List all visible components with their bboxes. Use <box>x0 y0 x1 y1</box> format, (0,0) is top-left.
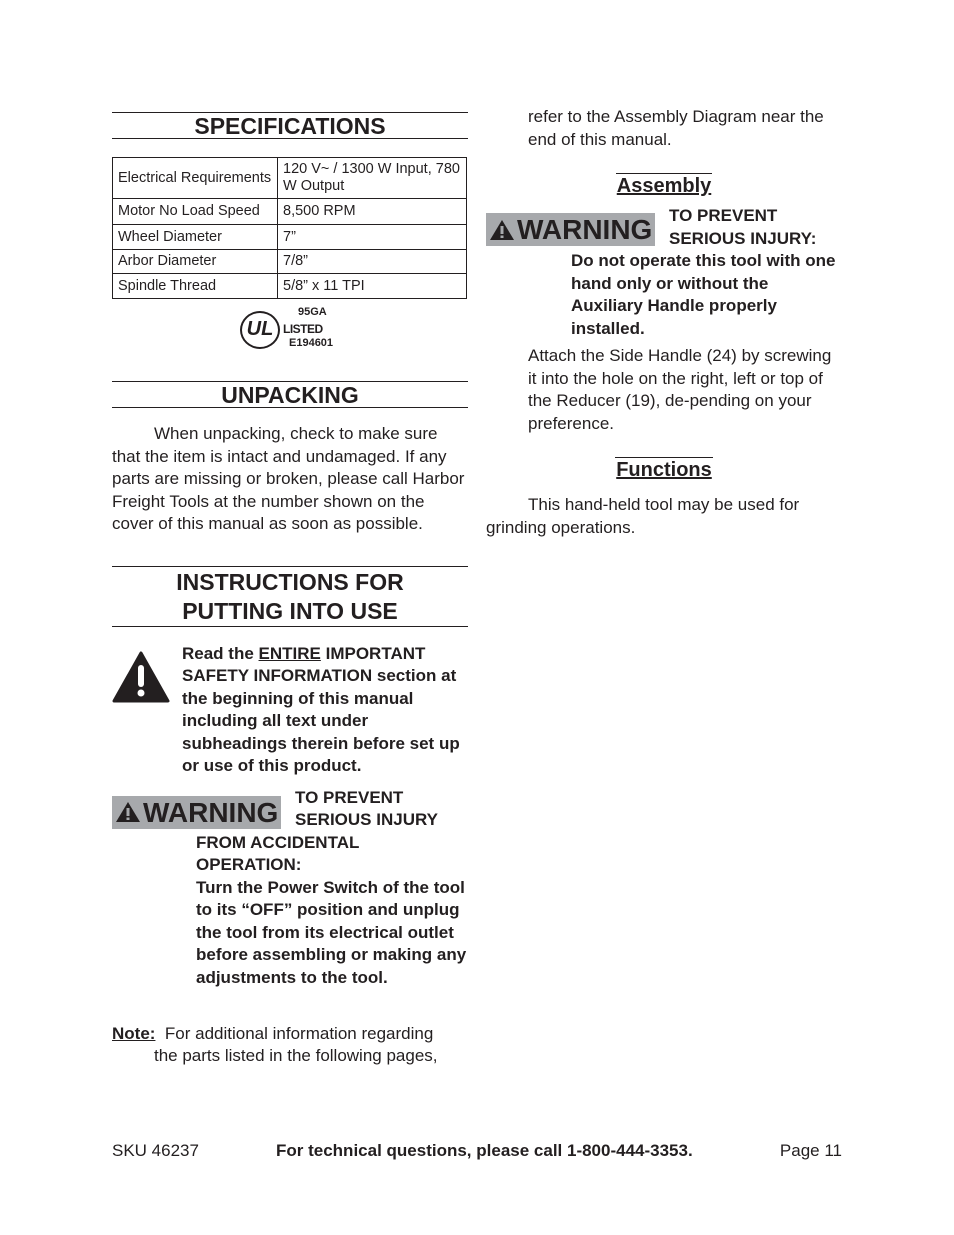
warning-rest2: OPERATION: <box>196 855 302 874</box>
specifications-table <box>112 157 467 299</box>
caution-text-post: IMPORTANT SAFETY INFORMATION section at the beginning of this manual including all text under subheadings therein before set up or use of this product. <box>182 643 460 775</box>
spec-value: 5/8” x 11 TPI <box>278 274 467 299</box>
warning-line1: TO PREVENT <box>669 206 778 225</box>
ul-logo-icon: UL <box>240 311 280 349</box>
warning-heading <box>295 787 475 832</box>
note-text: For additional information regarding <box>164 1023 434 1043</box>
table-row <box>113 250 467 274</box>
table-row <box>113 225 467 250</box>
instructions-heading-line2: PUTTING INTO USE <box>182 597 398 624</box>
spec-label: Motor No Load Speed <box>113 199 278 225</box>
accidental-operation-warning <box>112 787 468 1023</box>
unpacking-text: When unpacking, check to make sure that the item is intact and undamaged. If any parts are missing or broken, please call Harbor Freight Tools at the number shown on the cover of this manual as soon as possible. <box>112 424 465 533</box>
assembly-heading-text: Assembly <box>616 175 712 197</box>
caution-text-underlined: ENTIRE <box>258 643 321 663</box>
functions-text-line2: grinding operations. <box>486 517 636 537</box>
table-row <box>113 274 467 299</box>
warning-badge <box>112 796 281 829</box>
ul-code: 95GA <box>298 306 327 318</box>
functions-heading-text: Functions <box>616 459 712 481</box>
assembly-heading <box>486 173 842 198</box>
warning-badge-text: WARNING <box>517 214 653 245</box>
spec-value: 7” <box>278 225 467 250</box>
warning-badge <box>486 213 655 246</box>
warning-triangle-icon <box>489 219 515 241</box>
warning-body: Do not operate this tool with one hand only or without the Auxiliary Handle properly installed. <box>571 251 836 338</box>
left-column <box>112 112 468 1068</box>
specifications-heading: SPECIFICATIONS <box>112 112 468 139</box>
tech-support-line: For technical questions, please call 1-800-444-3353. <box>276 1141 693 1160</box>
page-number: Page 11 <box>779 1141 842 1160</box>
note-label: Note: <box>112 1023 156 1043</box>
functions-text-line1: This hand-held tool may be used for <box>528 495 800 514</box>
warning-triangle-icon <box>115 801 141 823</box>
sku: SKU 46237 <box>112 1141 199 1160</box>
warning-body <box>196 832 471 990</box>
right-column <box>486 106 842 539</box>
warning-line1: TO PREVENT <box>295 787 404 807</box>
caution-triangle-icon <box>112 651 170 703</box>
spec-value: 8,500 RPM <box>278 199 467 225</box>
warning-line2: SERIOUS INJURY <box>295 810 438 829</box>
warning-rest1: FROM ACCIDENTAL <box>196 832 360 852</box>
spec-value: 7/8” <box>278 250 467 274</box>
note-text-2: the parts listed in the following pages, <box>154 1046 438 1065</box>
note <box>112 1023 468 1068</box>
instructions-heading <box>112 566 468 627</box>
table-row <box>113 158 467 199</box>
caution-text-pre: Read the <box>182 643 259 663</box>
functions-heading <box>486 457 842 482</box>
instructions-heading-line1: INSTRUCTIONS FOR <box>176 568 404 595</box>
table-row <box>113 199 467 225</box>
caution-text <box>182 643 472 778</box>
assembly-text: Attach the Side Handle (24) by screwing it into the hole on the right, left or top of the Reducer (19), de-pending on your preference. <box>528 346 832 433</box>
warning-heading <box>669 205 849 250</box>
assembly-warning <box>486 206 842 345</box>
safety-caution <box>112 643 468 773</box>
spec-label: Electrical Requirements <box>113 158 278 199</box>
warning-body-text: Turn the Power Switch of the tool to its “OFF” position and unplug the tool from its electrical outlet before assembling or making any adjustments to the tool. <box>196 877 467 987</box>
ul-file-number: E194601 <box>289 337 334 349</box>
ul-listed-mark <box>112 303 468 358</box>
spec-label: Arbor Diameter <box>113 250 278 274</box>
note-continued: refer to the Assembly Diagram near the end of this manual. <box>528 107 824 149</box>
spec-label: Spindle Thread <box>113 274 278 299</box>
ul-listed-text: LISTED <box>283 322 323 336</box>
spec-label: Wheel Diameter <box>113 225 278 250</box>
functions-text <box>486 494 842 539</box>
warning-badge-text: WARNING <box>143 796 279 828</box>
spec-value: 120 V~ / 1300 W Input, 780 W Output <box>278 158 467 199</box>
warning-line2: SERIOUS INJURY: <box>669 228 817 248</box>
unpacking-heading: UNPACKING <box>112 381 468 408</box>
